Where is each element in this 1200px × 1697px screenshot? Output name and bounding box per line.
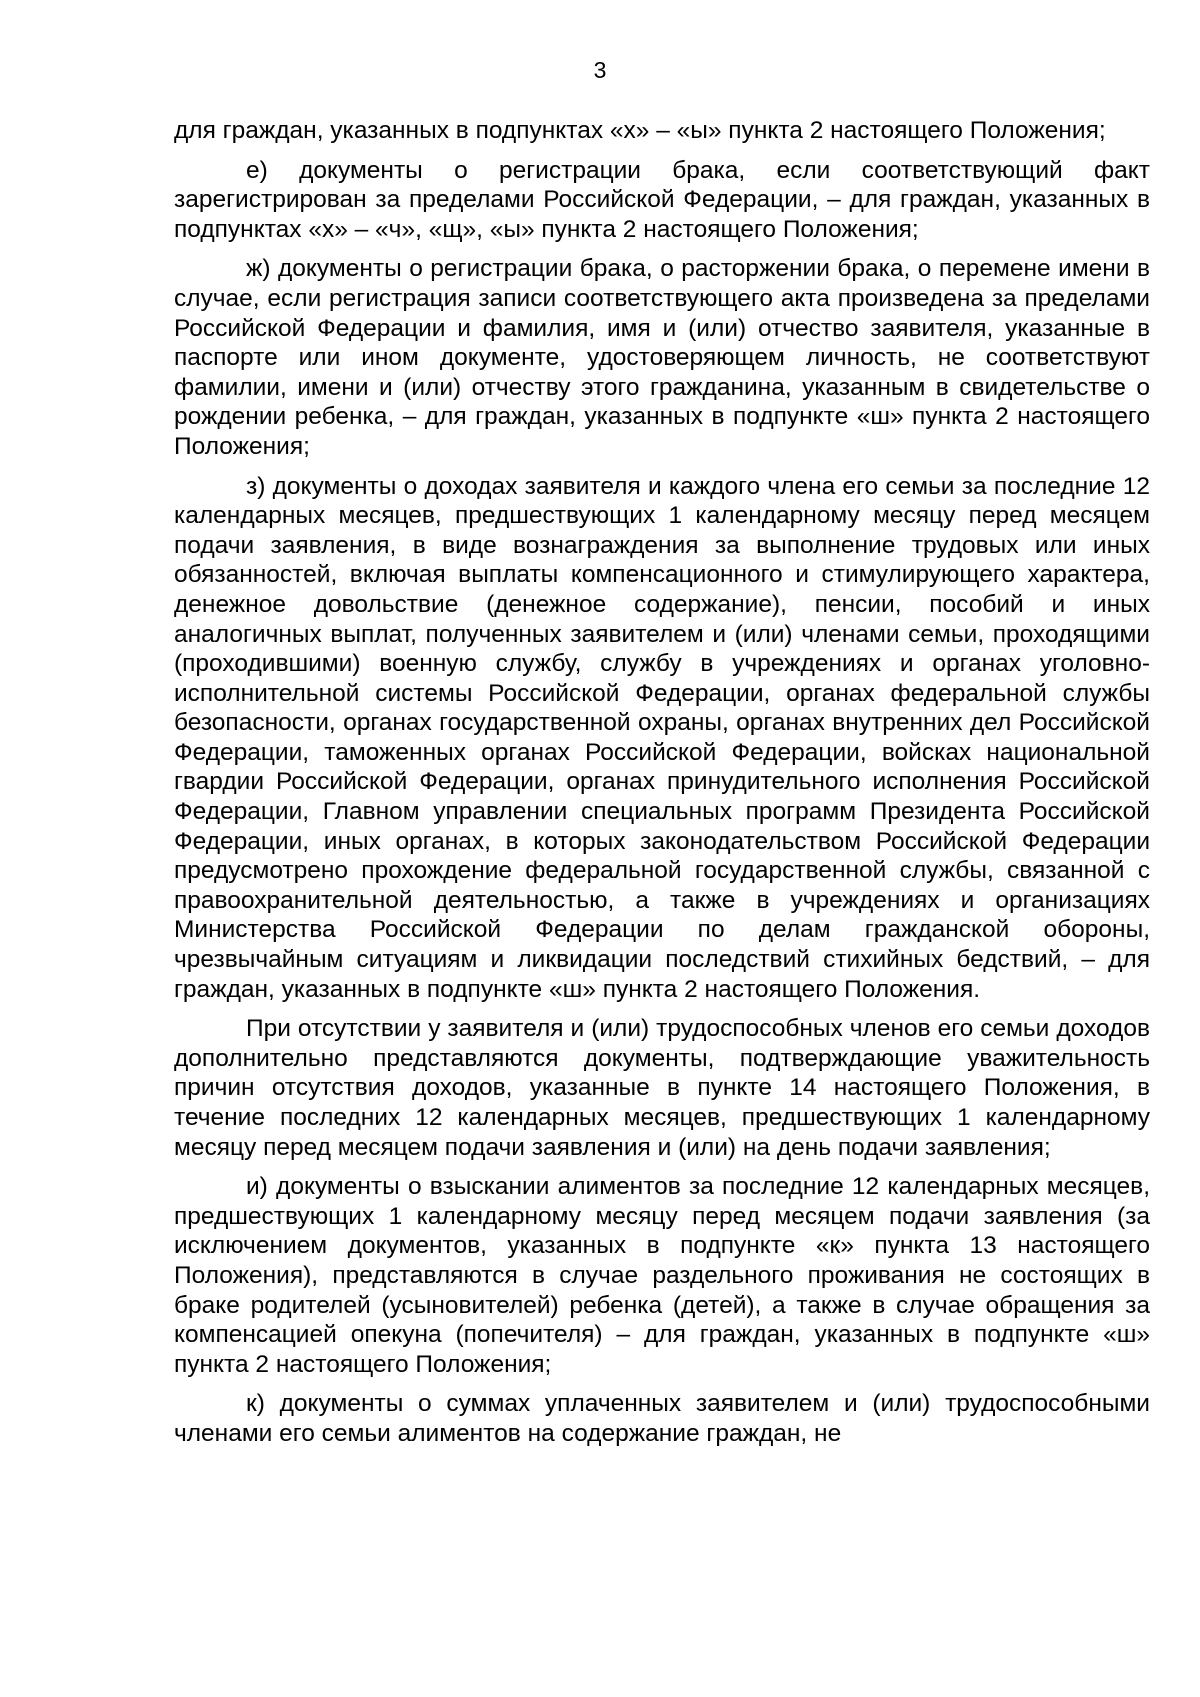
paragraph-subitem-k: к) документы о суммах уплаченных заявителем и (или) трудоспособными членами его семьи алиментов на содержание граждан, не bbox=[174, 1390, 1150, 1447]
paragraph-subitem-i: и) документы о взыскании алиментов за последние 12 календарных месяцев, предшествующих 1 календарному месяцу перед месяцем подачи заявления (за исключением документов, указанных в подпункте «к» пункта 13 настоящего Положения), представляются в случае раздельного проживания не состоящих в браке родителей (усыновителей) ребенка (детей), а также в случае обращения за компенсацией опекуна (попечителя) – для граждан, указанных в подпункте «ш» пункта 2 настоящего Положения; bbox=[174, 1173, 1150, 1378]
paragraph-subitem-z: з) документы о доходах заявителя и каждого члена его семьи за последние 12 календарных месяцев, предшествующих 1 календарному месяцу перед месяцем подачи заявления, в виде вознаграждения за выполнение трудовых или иных обязанностей, включая выплаты компенсационного и стимулирующего характера, денежное довольствие (денежное содержание), пенсии, пособий и иных аналогичных выплат, полученных заявителем и (или) членами семьи, проходящими (проходившими) военную службу, службу в учреждениях и органах уголовно-исполнительной системы Российской Федерации, органах федеральной службы безопасности, органах государственной охраны, органах внутренних дел Российской Федерации, таможенных органах Российской Федерации, войсках национальной гвардии Российской Федерации, органах принудительного исполнения Российской Федерации, Главном управлении специальных программ Президента Российской Федерации, иных органах, в которых законодательством Российской Федерации предусмотрено прохождение федеральной государственной службы, связанной с правоохранительной деятельностью, а также в учреждениях и организациях Министерства Российской Федерации по делам гражданской обороны, чрезвычайным ситуациям и ликвидации последствий стихийных бедствий, – для граждан, указанных в подпункте «ш» пункта 2 настоящего Положения. bbox=[174, 472, 1150, 1003]
paragraph-continuation: для граждан, указанных в подпунктах «х» – «ы» пункта 2 настоящего Положения; bbox=[174, 117, 1106, 144]
paragraph-subitem-e: е) документы о регистрации брака, если соответствующий факт зарегистрирован за пределами Российской Федерации, – для граждан, указанных в подпунктах «х» – «ч», «щ», «ы» пункта 2 настоящего Положения; bbox=[174, 156, 1150, 243]
paragraph-income-absence: При отсутствии у заявителя и (или) трудоспособных членов его семьи доходов дополнительно представляются документы, подтверждающие уважительность причин отсутствия доходов, указанные в пункте 14 настоящего Положения, в течение последних 12 календарных месяцев, предшествующих 1 календарному месяцу перед месяцем подачи заявления и (или) на день подачи заявления; bbox=[174, 1015, 1150, 1161]
paragraph-subitem-zh: ж) документы о регистрации брака, о расторжении брака, о перемене имени в случае, если регистрация записи соответствующего акта произведена за пределами Российской Федерации и фамилия, имя и (или) отчество заявителя, указанные в паспорте или ином документе, удостоверяющем личность, не соответствуют фамилии, имени и (или) отчеству этого гражданина, указанным в свидетельстве о рождении ребенка, – для граждан, указанных в подпункте «ш» пункта 2 настоящего Положения; bbox=[174, 255, 1150, 460]
page-number: 3 bbox=[593, 57, 607, 83]
document-body bbox=[174, 116, 1150, 1459]
